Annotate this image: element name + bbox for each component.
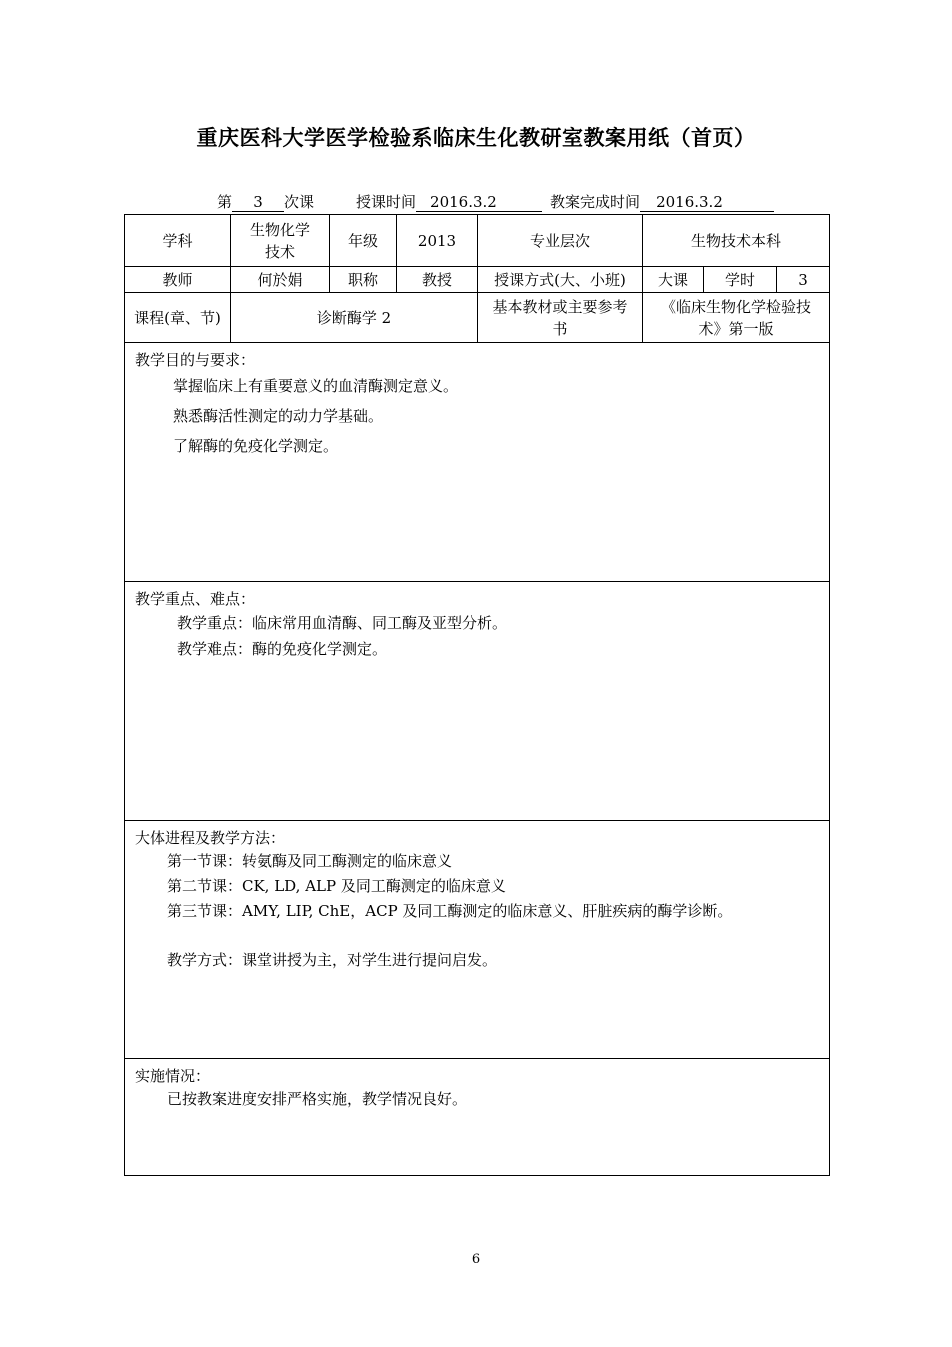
lesson-suffix: 次课 — [284, 193, 315, 211]
subject-label: 学科 — [125, 215, 231, 267]
hours-value: 3 — [777, 267, 830, 293]
implementation-heading: 实施情况： — [135, 1067, 211, 1085]
key-points-heading: 教学重点、难点： — [135, 590, 256, 608]
progress-item: 第二节课：CK, LD, ALP 及同工酶测定的临床意义 — [167, 877, 506, 895]
teaching-method: 教学方式：课堂讲授为主，对学生进行提问启发。 — [167, 951, 498, 969]
lesson-plan-table — [124, 214, 830, 1176]
hours-label: 学时 — [704, 267, 777, 293]
mode-value: 大课 — [643, 267, 704, 293]
goal-item: 熟悉酶活性测定的动力学基础。 — [173, 407, 384, 425]
teacher-label: 教师 — [125, 267, 231, 293]
goals-section — [125, 343, 830, 582]
lesson-number: 3 — [232, 193, 284, 212]
key-points-section — [125, 582, 830, 821]
page-number: 6 — [471, 1252, 481, 1267]
implementation-text: 已按教案进度安排严格实施，教学情况良好。 — [167, 1090, 468, 1108]
level-value: 生物技术本科 — [643, 215, 830, 267]
key-point-item: 教学难点：酶的免疫化学测定。 — [177, 640, 388, 658]
teach-time-label: 授课时间 — [356, 193, 417, 211]
finish-time-value: 2016.3.2 — [640, 193, 774, 212]
rank-value: 教授 — [397, 267, 478, 293]
progress-item: 第三节课：AMY, LIP, ChE，ACP 及同工酶测定的临床意义、肝脏疾病的酶学诊断。 — [167, 902, 733, 920]
course-value: 诊断酶学 2 — [231, 293, 478, 343]
progress-section — [125, 821, 830, 1059]
goal-item: 掌握临床上有重要意义的血清酶测定意义。 — [173, 377, 459, 395]
grade-value: 2013 — [397, 215, 478, 267]
mode-label: 授课方式(大、小班) — [478, 267, 643, 293]
course-label: 课程(章、节) — [125, 293, 231, 343]
book-value: 《临床生物化学检验技术》第一版 — [643, 293, 830, 343]
implementation-section — [125, 1059, 830, 1176]
teach-time-value: 2016.3.2 — [416, 193, 542, 212]
grade-label: 年级 — [330, 215, 397, 267]
progress-heading: 大体进程及教学方法： — [135, 829, 286, 847]
rank-label: 职称 — [330, 267, 397, 293]
finish-time-label: 教案完成时间 — [550, 193, 641, 211]
teacher-value: 何於娟 — [231, 267, 330, 293]
lesson-info-line — [217, 193, 774, 212]
subject-value: 生物化学技术 — [231, 215, 330, 267]
goals-heading: 教学目的与要求： — [135, 351, 256, 369]
progress-item: 第一节课：转氨酶及同工酶测定的临床意义 — [167, 852, 453, 870]
level-label: 专业层次 — [478, 215, 643, 267]
page-title: 重庆医科大学医学检验系临床生化教研室教案用纸（首页） — [196, 126, 756, 150]
key-point-item: 教学重点：临床常用血清酶、同工酶及亚型分析。 — [177, 614, 508, 632]
lesson-prefix: 第 — [217, 193, 233, 211]
book-label: 基本教材或主要参考书 — [478, 293, 643, 343]
goal-item: 了解酶的免疫化学测定。 — [173, 437, 339, 455]
